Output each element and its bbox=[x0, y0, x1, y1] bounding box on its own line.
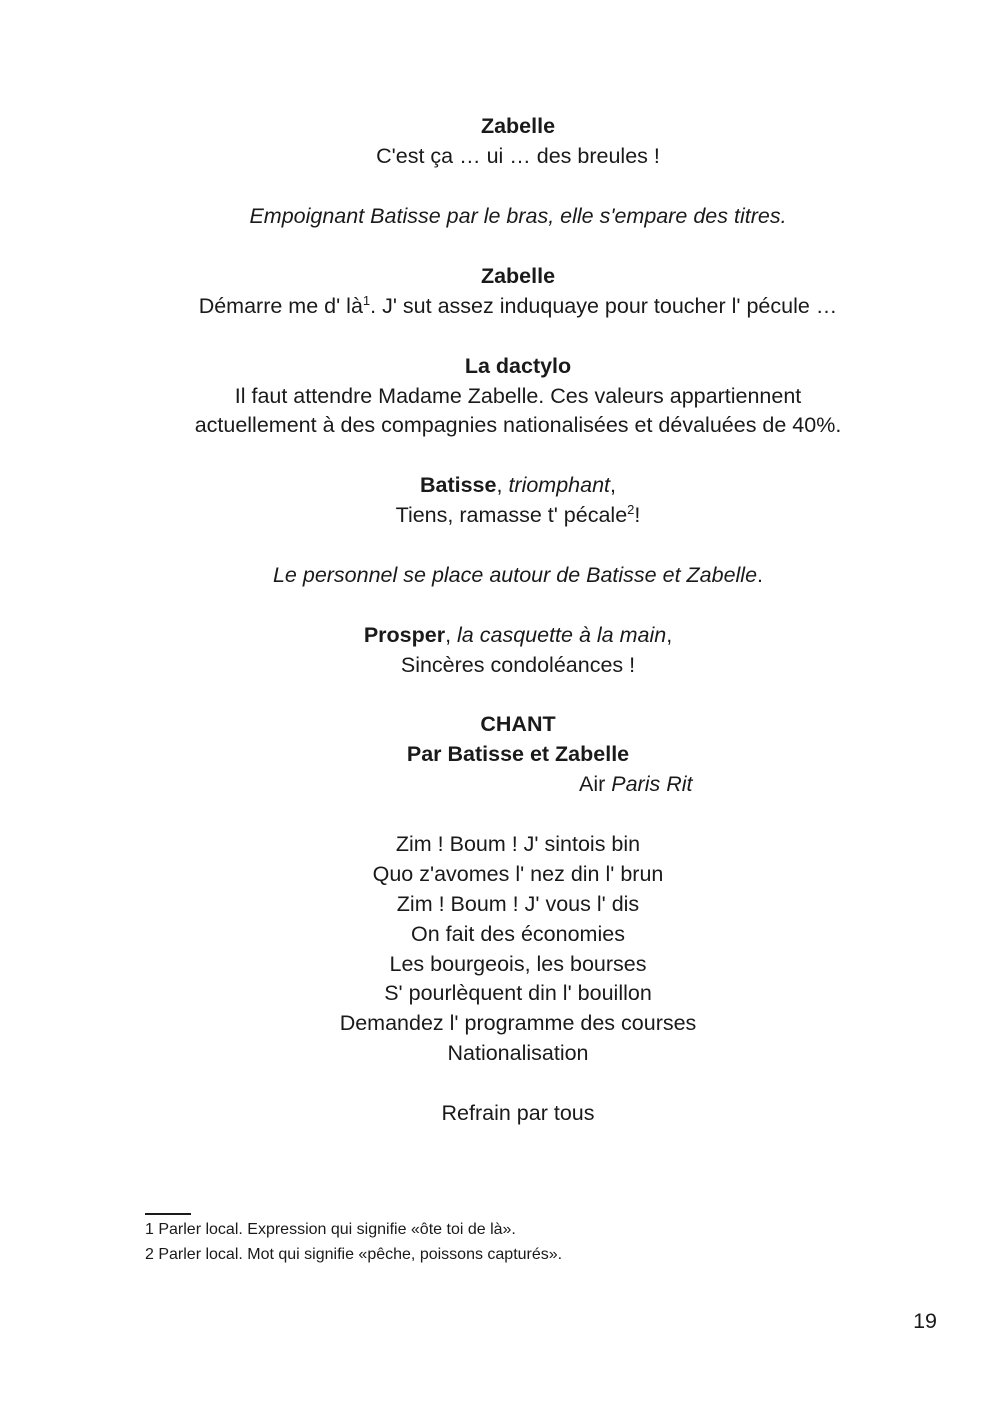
footnote-ref-2: 2 bbox=[627, 502, 635, 517]
chant-title: CHANT bbox=[480, 712, 556, 736]
page-number: 19 bbox=[913, 1309, 937, 1333]
dialogue-line bbox=[0, 500, 1001, 530]
song-line: Les bourgeois, les bourses bbox=[389, 952, 647, 976]
dialogue-text: Tiens, ramasse t' pécale bbox=[395, 503, 628, 527]
dialogue-line: C'est ça … ui … des breules ! bbox=[376, 144, 660, 168]
dialogue-text: Démarre me d' là bbox=[198, 294, 363, 318]
stage-text: Le personnel se place autour de Batisse et Zabelle bbox=[272, 563, 758, 587]
footnote-2: 2 Parler local. Mot qui signifie «pêche, poissons capturés». bbox=[145, 1246, 563, 1263]
air-name: Paris Rit bbox=[611, 772, 693, 796]
speaker-zabelle-1: Zabelle bbox=[480, 114, 556, 138]
speaker-name: Prosper bbox=[363, 623, 446, 647]
speaker-batisse bbox=[0, 470, 1001, 500]
stage-direction bbox=[0, 560, 1001, 590]
speaker-prosper bbox=[0, 620, 1001, 650]
footnote-1: 1 Parler local. Expression qui signifie «ôte toi de là». bbox=[145, 1221, 516, 1238]
dialogue-line: Il faut attendre Madame Zabelle. Ces valeurs appartiennent bbox=[234, 384, 802, 408]
dialogue-line: actuellement à des compagnies nationalisées et dévaluées de 40%. bbox=[194, 413, 842, 437]
stage-punct: . bbox=[757, 563, 764, 587]
refrain-note: Refrain par tous bbox=[441, 1101, 595, 1125]
speaker-name: Batisse bbox=[419, 473, 497, 497]
footnote-ref-1: 1 bbox=[362, 293, 371, 308]
dialogue-line: Sincères condoléances ! bbox=[400, 653, 636, 677]
song-line: Zim ! Boum ! J' sintois bin bbox=[395, 832, 641, 856]
speaker-direction: triomphant bbox=[508, 473, 611, 497]
separator: , bbox=[666, 623, 673, 647]
speaker-zabelle-2: Zabelle bbox=[480, 264, 556, 288]
song-line: Quo z'avomes l' nez din l' brun bbox=[372, 862, 664, 886]
air-reference bbox=[579, 769, 692, 799]
stage-direction: Empoignant Batisse par le bras, elle s'empare des titres. bbox=[249, 204, 787, 228]
footnote-divider bbox=[145, 1213, 191, 1215]
separator: , bbox=[496, 473, 509, 497]
separator: , bbox=[610, 473, 617, 497]
speaker-dactylo: La dactylo bbox=[464, 354, 572, 378]
speaker-direction: la casquette à la main bbox=[457, 623, 667, 647]
dialogue-line bbox=[0, 291, 1001, 321]
dialogue-text: . J' sut assez induquaye pour toucher l' pécule … bbox=[370, 294, 838, 318]
chant-performers: Par Batisse et Zabelle bbox=[406, 742, 630, 766]
song-line: Nationalisation bbox=[447, 1041, 589, 1065]
song-line: On fait des économies bbox=[411, 922, 625, 946]
separator: , bbox=[445, 623, 458, 647]
dialogue-text: ! bbox=[634, 503, 641, 527]
song-line: S' pourlèquent din l' bouillon bbox=[384, 981, 652, 1005]
air-label: Air bbox=[579, 772, 612, 796]
song-line: Demandez l' programme des courses bbox=[339, 1011, 697, 1035]
song-line: Zim ! Boum ! J' vous l' dis bbox=[396, 892, 640, 916]
